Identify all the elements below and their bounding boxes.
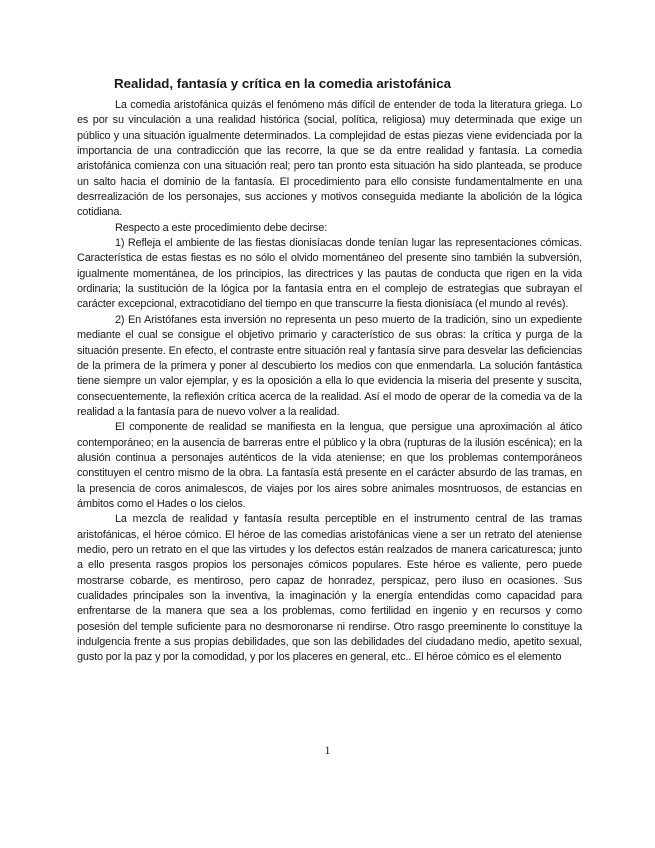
- paragraph-procedure-intro: Respecto a este procedimiento debe decirse:: [115, 221, 328, 234]
- paragraph-intro: La comedia aristofánica quizás el fenómeno más difícil de entender de toda la literatura griega. Lo es por su vinculación a una realidad histórica (social, política, religiosa) muy determinada que exige un público y una situación igualmente determinados. La complejidad de estas piezas viene evidenciada por la importancia de una contradicción que las recorre, la que se da entre realidad y fantasía. La comedia aristofánica comienza con una situación real; pero tan pronto esta situación ha sido planteada, se produce un salto hacia el dominio de la fantasía. El procedimiento para ello consiste fundamentalmente en una desrrealización de los personajes, sus acciones y motivos conseguida mediante la abolición de la lógica cotidiana.: [77, 99, 582, 219]
- paragraph-comic-hero: La mezcla de realidad y fantasía resulta perceptible en el instrumento central de las tramas aristofánicas, el héroe cómico. El héroe de las comedias aristofánicas viene a ser un retrato del ateniense medio, pero un retrato en el que las virtudes y los defectos están realzados de manera caricaturesca; junto a ello presenta rasgos propios los personajes cómicos populares. Este héroe es valiente, pero puede mostrarse cobarde, es mentiroso, pero capaz de honradez, perspicaz, pero iluso en ocasiones. Sus cualidades principales son la inventiva, la imaginación y la energía entendidas como capacidad para enfrentarse de la manera que sea a los problemas, como fertilidad en ingenio y en recursos y como posesión del temple suficiente para no desmoronarse ni rendirse. Otro rasgo preeminente lo constituye la indulgencia frente a sus propias debilidades, que son las debilidades del ciudadano medio, apetito sexual, gusto por la paz y por la comodidad, y por los placeres en general, etc.. El héroe cómico es el elemento: [77, 513, 582, 664]
- paragraph-reality-component: El componente de realidad se manifiesta en la lengua, que persigue una aproximación al ático contemporáneo; en la ausencia de barreras entre el público y la obra (rupturas de la ilusión escénica); en la alusión continua a personajes auténticos de la vida ateniense; en que los problemas contemporáneos constituyen el centro mismo de la obra. La fantasía está presente en el carácter absurdo de las tramas, en la presencia de coros animalescos, de viajes por los aires sobre animales mosntruosos, de estancias en ámbitos como el Hades o los cielos.: [77, 421, 582, 510]
- paragraph-point-1: 1) Refleja el ambiente de las fiestas dionisíacas donde tenían lugar las representaciones cómicas. Característica de estas fiestas es no sólo el olvido momentáneo del presente sino también la subversión, igualmente momentánea, de los principios, las directrices y las pautas de conducta que rigen en la vida ordinaria; la sustitución de la lógica por la fantasía entra en el complejo de estrategias que subrayan el carácter excepcional, extracotidiano del tiempo en que transcurre la fiesta dionisíaca (el mundo al revés).: [77, 237, 582, 311]
- paragraph-point-2: 2) En Aristófanes esta inversión no representa un peso muerto de la tradición, sino un expediente mediante el cual se consigue el objetivo primario y característico de sus obras: la crítica y purga de la situación presente. En efecto, el contraste entre situación real y fantasía sirve para desvelar las deficiencias de la primera de la primera y poner al descubierto los medios con que enmendarla. La solución fantástica tiene siempre un valor ejemplar, y es la oposición a ella lo que evidencia la miseria del presente y suscita, consecuentemente, la reflexión crítica acerca de la realidad. Así el modo de operar de la comedia va de la realidad a la fantasía para de nuevo volver a la realidad.: [77, 313, 582, 418]
- page-title: Realidad, fantasía y crítica en la comedia aristofánica: [114, 76, 451, 91]
- page-number: 1: [324, 743, 331, 757]
- document-body: [77, 98, 582, 666]
